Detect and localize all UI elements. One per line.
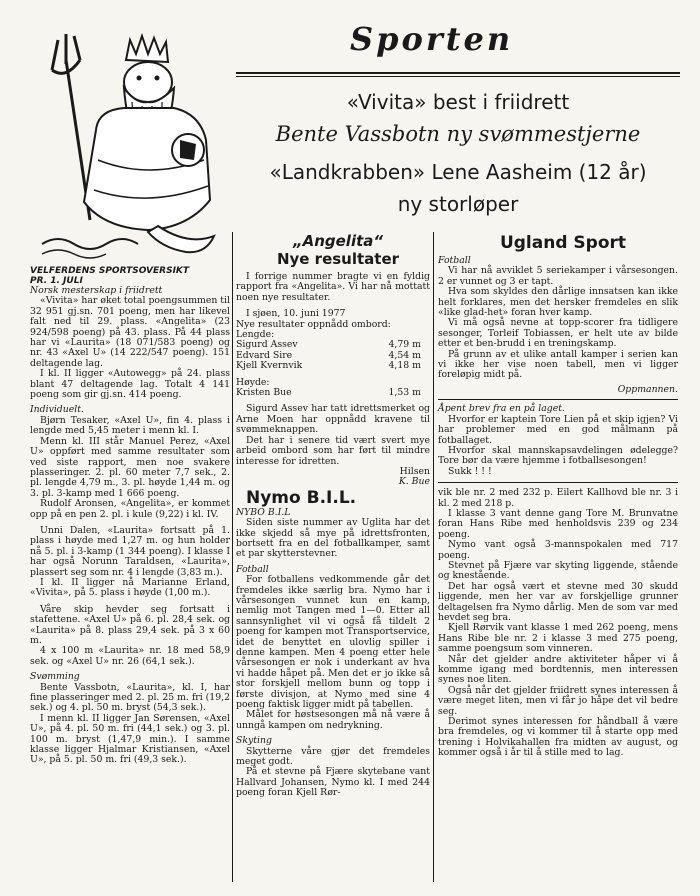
cell-value: 4,54 m xyxy=(388,349,421,361)
paragraph: I kl. II ligger nå Marianne Erland, «Vivita», på 5. plass i høyde (1,00 m.). xyxy=(30,576,230,599)
divider xyxy=(438,399,678,400)
signature-name: K. Bue xyxy=(398,476,430,488)
paragraph: vik ble nr. 2 med 232 p. Eilert Kallhovd ble nr. 3 i kl. 2 med 218 p. xyxy=(438,487,678,509)
section-title-date: PR. 1. JULI xyxy=(30,276,83,286)
article-heading: „Angelita“ xyxy=(292,232,384,250)
divider xyxy=(438,482,678,483)
masthead-rule-bottom xyxy=(236,76,680,77)
paragraph: 4 x 100 m «Laurita» nr. 18 med 58,9 sek. og «Axel U» nr. 26 (64,1 sek.). xyxy=(30,645,230,667)
paragraph: Unni Dalen, «Laurita» fortsatt på 1. plass i høyde med 1,27 m. og hun holder nå 5. pl. i 3-kamp (1 344 poeng). I klasse I har også Norunn Taraldsen, «Laurita», plassert seg som nr. 4 i lengde (3,83 m.). xyxy=(30,524,230,578)
paragraph: I klasse 3 vant denne gang Tore M. Brunvatne foran Hans Ribe med henholdsvis 239 og 234 poeng. xyxy=(438,507,678,540)
paragraph: Sigurd Assev har tatt idrettsmerket og Arne Moen har oppnådd kravene til svømmeknappen. xyxy=(236,403,430,436)
subheading: Åpent brev fra en på laget. xyxy=(438,403,565,415)
paragraph: Skytterne våre gjør det fremdeles meget godt. xyxy=(236,745,430,768)
subheading: NYBO B.I.L xyxy=(236,506,291,518)
paragraph: På et stevne på Fjære skytebane vant Hallvard Johansen, Nymo kl. I med 244 poeng foran Kjell Rør- xyxy=(236,766,430,799)
paragraph: Nymo vant også 3-mannspokalen med 717 poeng. xyxy=(438,539,678,561)
neptune-illustration xyxy=(38,30,228,260)
paragraph: Menn kl. III står Manuel Perez, «Axel U» oppført med samme resultater som ved siste rapport, men noe svakere plasseringer. 2. pl. 60 meter 7,7 sek., 2. pl. lengde 4,79 m., 3. pl. høyde 1,44 m. og 3. pl. 3-kamp med 1 666 poeng. xyxy=(30,435,230,499)
paragraph: På grunn av et ulike antall kamper i serien kan vi ikke her vise noen tabell, men vi ligger foreløpig midt på. xyxy=(438,348,678,381)
table-row xyxy=(236,361,421,371)
cell-name: Edvard Sire xyxy=(236,349,293,361)
paragraph: I kl. II ligger «Autowegg» på 24. plass blant 47 deltagende lag. Totalt 4 141 poeng som gir gj.sn. 414 poeng. xyxy=(30,368,230,401)
paragraph: Når det gjelder andre aktiviteter håper vi å komme igang med bordtennis, men interessen synes noe liten. xyxy=(438,653,678,686)
article-heading-nymo: Nymo B.I.L. xyxy=(246,487,357,508)
masthead-rule-top xyxy=(236,72,680,74)
subheading: Individuelt. xyxy=(30,404,84,416)
paragraph: Hvorfor skal mannskapsavdelingen ødelegge? Tore bør da være hjemme i fotballsesongen! xyxy=(438,444,678,467)
signature-greeting: Hilsen xyxy=(399,465,430,477)
paragraph: Det har i senere tid vært svert mye arbeid ombord som har ført til mindre interesse for idretten. xyxy=(236,434,430,467)
article-heading: Nye resultater xyxy=(276,250,400,268)
section-title: VELFERDENS SPORTSOVERSIKT xyxy=(30,266,190,276)
cell-value: 4,18 m xyxy=(388,360,421,372)
paragraph: Bjørn Tesaker, «Axel U», fin 4. plass i lengde med 5,45 meter i menn kl. I. xyxy=(30,414,230,437)
cell-name: Sigurd Assev xyxy=(236,339,298,351)
subheading: Norsk mesterskap i friidrett xyxy=(30,285,163,296)
column-ugland-sport xyxy=(438,232,678,759)
paragraph: Vi må også nevne at topp-scorer fra tidligere sesonger, Torleif Tobiassen, er helt ute av bilde etter et ben-brudd i en treningskamp. xyxy=(438,317,678,350)
paragraph: Sukk ! ! ! xyxy=(448,465,492,477)
column-divider-1 xyxy=(232,232,233,882)
results-label: Høyde: xyxy=(236,376,270,388)
column-angelita-nymo xyxy=(236,232,430,799)
column-sportsoversikt xyxy=(30,266,230,766)
paragraph: Også når det gjelder friidrett synes interessen å være meget liten, men vi får jo håpe det vil bedre seg. xyxy=(438,684,678,717)
headline-landkrabben: «Landkrabben» Lene Aasheim (12 år) xyxy=(269,160,647,184)
masthead-title: Sporten xyxy=(350,20,514,58)
paragraph: Målet for høstsesongen må nå være å unngå kampen om nedrykning. xyxy=(236,709,430,731)
paragraph: Siden siste nummer av Uglita har det ikke skjedd så mye på idrettsfronten, bortsett fra en del fotballkamper, samt et par skytterstevner. xyxy=(236,517,430,560)
subheading: Svømming xyxy=(30,671,80,683)
paragraph: Kjell Rørvik vant klasse 1 med 262 poeng, mens Hans Ribe ble nr. 2 i klasse 3 med 275 poeng, samme poengsum som vinneren. xyxy=(438,622,678,655)
paragraph: Det har også vært et stevne med 30 skudd liggende, men her var av forskjellige grunner deltagelsen fra Nymo dårlig. Men de som var med hevdet seg bra. xyxy=(438,580,678,623)
paragraph: Vi har nå avviklet 5 seriekamper i vårsesongen. 2 er vunnet og 3 er tapt. xyxy=(438,265,678,287)
subheading: Fotball xyxy=(236,563,269,575)
paragraph: Derimot synes interessen for håndball å være bra fremdeles, og vi kommer til å starte opp med trening i Holvikahallen fra midten av august, og kommer også i år til å stille med to lag. xyxy=(438,716,678,759)
paragraph: I sjøen, 10. juni 1977 xyxy=(246,308,346,320)
table-row xyxy=(236,388,421,398)
cell-name: Kristen Bue xyxy=(236,387,292,399)
results-table-hoyde xyxy=(236,388,421,398)
paragraph: I forrige nummer bragte vi en fyldig rapport fra «Angelita». Vi har nå mottatt noen nye resultater. xyxy=(236,271,430,303)
paragraph: Hvorfor er kaptein Tore Lien på et skip igjen? Vi har problemer med en god målmann på fotballaget. xyxy=(438,413,678,446)
paragraph: For fotballens vedkommende går det fremdeles ikke særlig bra. Nymo har i vårsesongen vunnet kun en kamp, nemlig mot Tangen med 1—0. Etter all sannsynlighet vil vi også få tildelt 2 poeng for kampen mot Transportservice, idet de benyttet en ulovlig spiller i denne kampen. Men 4 poeng etter hele vårsesongen er nok i underkant av hva vi hadde håpet på. Men det er jo ikke så stor forskjell mellom bunn og topp i første divisjon, at Nymo med sine 4 poeng faktisk ligger midt på tabellen. xyxy=(236,574,430,711)
subheading: Skyting xyxy=(236,735,272,747)
paragraph: Bente Vassbotn, «Laurita», kl. I, har fine plasseringer med 2. pl. 25 m. fri (19,2 sek.) og 4. pl. 50 m. bryst (54,3 sek.). xyxy=(30,681,230,714)
paragraph: Stevnet på Fjære var skyting liggende, stående og knestående. xyxy=(438,559,678,582)
cell-name: Kjell Kvernvik xyxy=(236,360,303,372)
paragraph: Hva som skyldes den dårlige innsatsen kan ikke helt forklares, men det hersker fremdeles en slik «like glad-het» foran hver kamp. xyxy=(438,286,678,319)
signature: Oppmannen. xyxy=(617,383,678,395)
cell-value: 4,79 m xyxy=(388,339,421,351)
column-divider-2 xyxy=(433,232,434,882)
paragraph: «Vivita» har øket total poengsummen til 32 951 gj.sn. 701 poeng, men har likevel falt ned til 29. plass. «Angelita» (23 924/598 poeng) på 43. plass. På 44 plass har vi «Laurita» (18 071/583 poeng) og nr. 43 «Axel U» (14 222/547 poeng). 151 deltagende lag. xyxy=(30,295,230,369)
paragraph: Våre skip hevder seg fortsatt i stafettene. «Axel U» på 6. pl. 28,4 sek. og «Laurita» på 8. plass 29,4 sek. på 3 x 60 m. xyxy=(30,603,230,646)
paragraph: Nye resultater oppnådd ombord: xyxy=(236,318,391,330)
subheading: Fotball xyxy=(438,255,471,266)
headline-vivita: «Vivita» best i friidrett xyxy=(346,90,570,114)
paragraph: I menn kl. II ligger Jan Sørensen, «Axel U», på 4. pl. 50 m. fri (44,1 sek.) og 3. pl. 100 m. bryst (1,47,9 min.). I samme klasse ligger Hjalmar Kristiansen, «Axel U», på 5. pl. 50 m. fri (49,3 sek.). xyxy=(30,712,230,766)
results-table xyxy=(236,340,421,371)
headline-storloper: ny storløper xyxy=(397,192,519,216)
paragraph: Rudolf Aronsen, «Angelita», er kommet opp på en pen 2. pl. i kule (9,22) i kl. IV. xyxy=(30,498,230,520)
headline-bente: Bente Vassbotn ny svømmestjerne xyxy=(275,122,641,146)
cell-value: 1,53 m xyxy=(388,387,421,399)
results-label: Lengde: xyxy=(236,329,275,341)
article-heading: Ugland Sport xyxy=(499,233,627,253)
